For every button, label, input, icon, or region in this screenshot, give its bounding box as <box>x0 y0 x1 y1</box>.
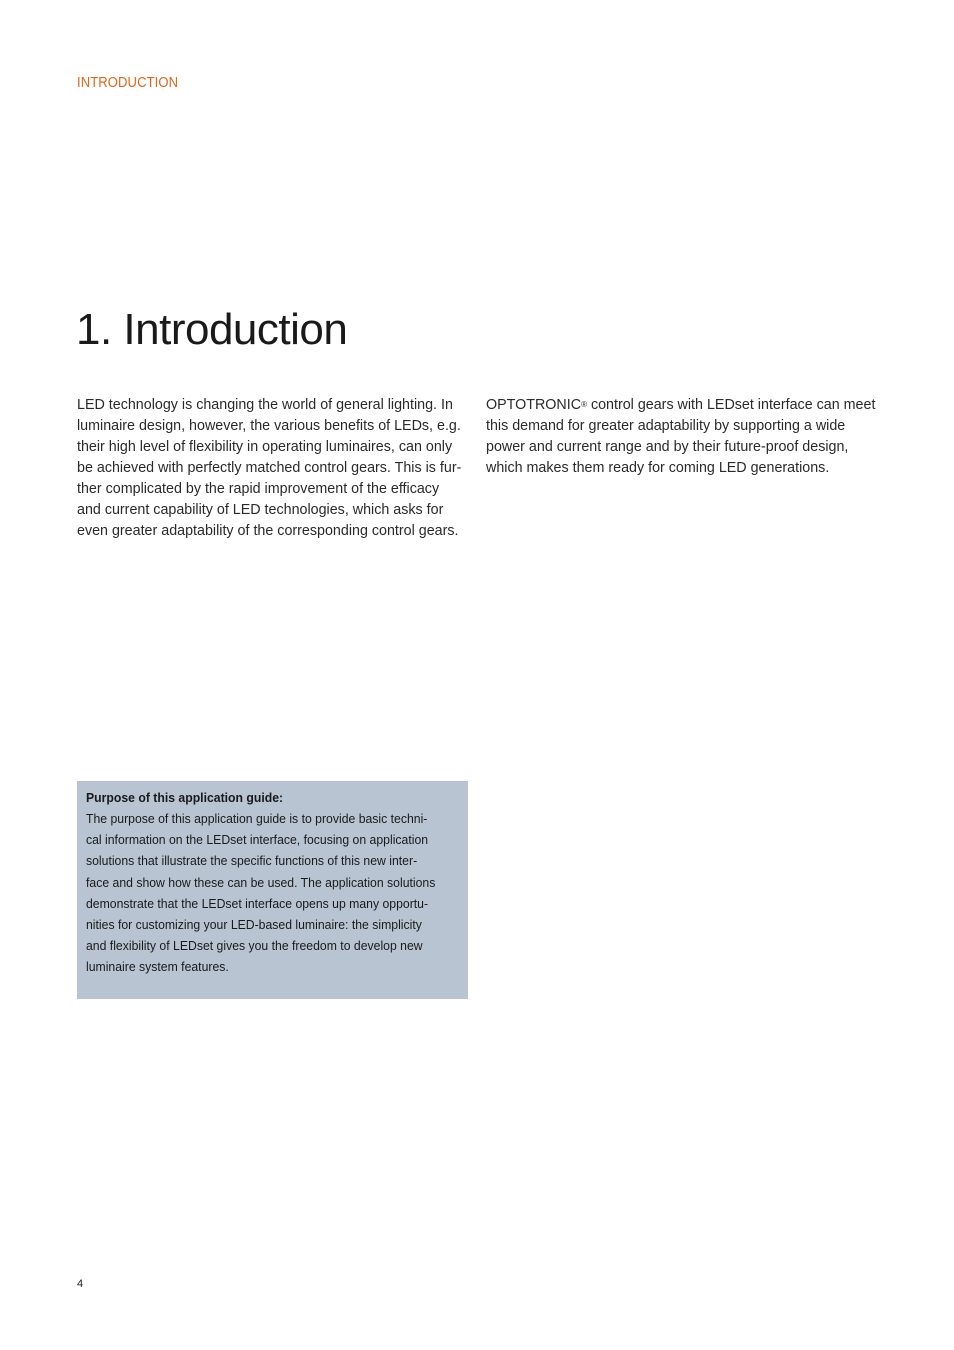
info-box-line: luminaire system features. <box>86 959 229 975</box>
intro-left-line: LED technology is changing the world of general lighting. In <box>77 397 453 413</box>
section-label: INTRODUCTION <box>77 75 179 91</box>
brand-name: OPTOTRONIC <box>486 397 582 413</box>
page-number: 4 <box>77 1278 84 1290</box>
registered-mark: ® <box>581 400 587 409</box>
intro-left-line: ther complicated by the rapid improvement of the efficacy <box>77 481 440 497</box>
info-box-line: nities for customizing your LED-based luminaire: the simplicity <box>86 917 422 933</box>
info-box-line: and flexibility of LEDset gives you the freedom to develop new <box>86 938 423 954</box>
info-box-heading: Purpose of this application guide: <box>86 790 284 805</box>
info-box-line: cal information on the LEDset interface, focusing on application <box>86 832 429 848</box>
page-title: 1. Introduction <box>76 305 348 354</box>
purpose-info-box <box>77 781 468 999</box>
intro-right-line: this demand for greater adaptability by supporting a wide <box>486 418 846 434</box>
intro-left-line: luminaire design, however, the various benefits of LEDs, e.g. <box>77 418 461 434</box>
intro-right-line: power and current range and by their future-proof design, <box>486 439 849 455</box>
intro-right-first-line-rest: control gears with LEDset interface can meet <box>586 397 876 413</box>
info-box-body <box>86 808 459 978</box>
intro-right-column <box>486 395 886 479</box>
intro-right-first-line <box>486 395 886 416</box>
intro-left-column <box>77 395 469 542</box>
intro-left-line: even greater adaptability of the corresponding control gears. <box>77 523 459 539</box>
intro-left-line: and current capability of LED technologies, which asks for <box>77 502 444 518</box>
intro-left-line: their high level of flexibility in operating luminaires, can only <box>77 439 453 455</box>
info-box-line: solutions that illustrate the specific functions of this new inter- <box>86 853 418 869</box>
info-box-line: The purpose of this application guide is to provide basic techni- <box>86 811 428 826</box>
intro-right-line: which makes them ready for coming LED generations. <box>486 460 830 476</box>
info-box-line: face and show how these can be used. The application solutions <box>86 874 436 890</box>
info-box-line: demonstrate that the LEDset interface opens up many opportu- <box>86 895 429 911</box>
intro-left-line: be achieved with perfectly matched control gears. This is fur- <box>77 460 462 476</box>
